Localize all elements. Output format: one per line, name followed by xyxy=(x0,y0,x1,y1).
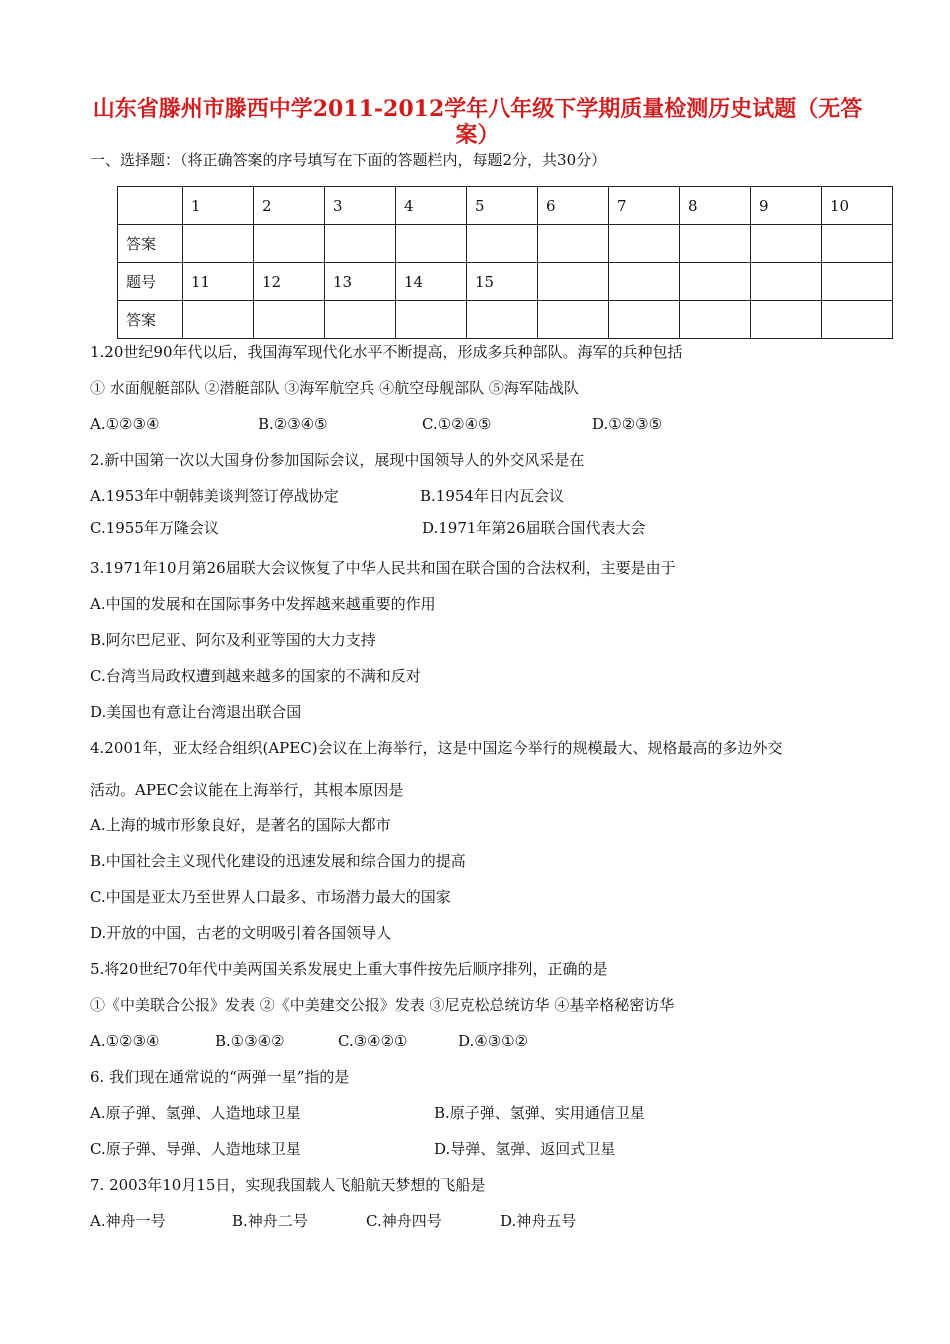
answer-cell[interactable] xyxy=(325,225,396,263)
table-row xyxy=(118,187,893,225)
question-5-option-b: B.①③④② xyxy=(215,1032,285,1050)
question-7-stem: 7. 2003年10月15日，实现我国载人飞船航天梦想的飞船是 xyxy=(90,1176,486,1194)
table-cell: 1 xyxy=(183,187,254,225)
table-row xyxy=(118,225,893,263)
table-cell: 8 xyxy=(680,187,751,225)
question-3-stem: 3.1971年10月第26届联大会议恢复了中华人民共和国在联合国的合法权利，主要是由于 xyxy=(90,559,676,577)
question-5-option-d: D.④③①② xyxy=(458,1032,529,1050)
table-cell xyxy=(680,301,751,339)
answer-cell[interactable] xyxy=(751,225,822,263)
table-cell xyxy=(538,301,609,339)
table-cell: 15 xyxy=(467,263,538,301)
question-1-option-d: D.①②③⑤ xyxy=(592,415,663,433)
table-cell xyxy=(118,187,183,225)
question-1-option-a: A.①②③④ xyxy=(90,415,160,433)
table-cell xyxy=(538,263,609,301)
answer-cell[interactable] xyxy=(538,225,609,263)
table-row xyxy=(118,301,893,339)
question-7-option-b: B.神舟二号 xyxy=(232,1212,308,1230)
question-1-option-c: C.①②④⑤ xyxy=(422,415,492,433)
table-cell: 12 xyxy=(254,263,325,301)
answer-cell[interactable] xyxy=(680,225,751,263)
table-cell: 2 xyxy=(254,187,325,225)
question-1-stem: 1.20世纪90年代以后，我国海军现代化水平不断提高，形成多兵种部队。海军的兵种包括 xyxy=(90,343,683,361)
question-4-stem-continued: 活动。APEC会议能在上海举行，其根本原因是 xyxy=(90,781,404,799)
question-6-option-b: B.原子弹、氢弹、实用通信卫星 xyxy=(434,1104,645,1122)
question-5-option-a: A.①②③④ xyxy=(90,1032,160,1050)
answer-cell[interactable] xyxy=(467,225,538,263)
table-cell: 5 xyxy=(467,187,538,225)
question-2-option-d: D.1971年第26届联合国代表大会 xyxy=(422,519,646,537)
page-title: 山东省滕州市滕西中学2011-2012学年八年级下学期质量检测历史试题（无答案） xyxy=(92,96,863,148)
table-row xyxy=(118,263,893,301)
answer-cell[interactable] xyxy=(254,301,325,339)
table-cell: 10 xyxy=(822,187,893,225)
question-2-stem: 2.新中国第一次以大国身份参加国际会议，展现中国领导人的外交风采是在 xyxy=(90,451,585,469)
answer-cell[interactable] xyxy=(396,301,467,339)
question-6-stem: 6. 我们现在通常说的“两弹一星”指的是 xyxy=(90,1068,350,1086)
question-4-option-d: D.开放的中国，古老的文明吸引着各国领导人 xyxy=(90,924,392,942)
table-cell xyxy=(609,263,680,301)
question-4-option-a: A.上海的城市形象良好，是著名的国际大都市 xyxy=(90,816,391,834)
table-cell: 13 xyxy=(325,263,396,301)
table-cell: 4 xyxy=(396,187,467,225)
question-6-option-c: C.原子弹、导弹、人造地球卫星 xyxy=(90,1140,301,1158)
question-3-option-c: C.台湾当局政权遭到越来越多的国家的不满和反对 xyxy=(90,667,421,685)
question-6-option-a: A.原子弹、氢弹、人造地球卫星 xyxy=(90,1104,301,1122)
answer-cell[interactable] xyxy=(254,225,325,263)
table-cell: 答案 xyxy=(118,225,183,263)
table-cell: 6 xyxy=(538,187,609,225)
question-6-option-d: D.导弹、氢弹、返回式卫星 xyxy=(434,1140,616,1158)
table-cell xyxy=(822,263,893,301)
answer-table xyxy=(117,186,893,339)
table-cell xyxy=(609,301,680,339)
question-4-stem: 4.2001年，亚太经合组织(APEC)会议在上海举行，这是中国迄今举行的规模最大、规格最高的多边外交 xyxy=(90,739,783,757)
question-5-stem: 5.将20世纪70年代中美两国关系发展史上重大事件按先后顺序排列，正确的是 xyxy=(90,960,608,978)
table-cell: 11 xyxy=(183,263,254,301)
question-3-option-d: D.美国也有意让台湾退出联合国 xyxy=(90,703,302,721)
question-4-option-c: C.中国是亚太乃至世界人口最多、市场潜力最大的国家 xyxy=(90,888,451,906)
answer-cell[interactable] xyxy=(396,225,467,263)
table-cell: 3 xyxy=(325,187,396,225)
question-3-option-b: B.阿尔巴尼亚、阿尔及利亚等国的大力支持 xyxy=(90,631,376,649)
question-5-option-c: C.③④②① xyxy=(338,1032,408,1050)
table-cell: 7 xyxy=(609,187,680,225)
table-cell: 题号 xyxy=(118,263,183,301)
table-cell xyxy=(680,263,751,301)
question-4-option-b: B.中国社会主义现代化建设的迅速发展和综合国力的提高 xyxy=(90,852,466,870)
answer-cell[interactable] xyxy=(325,301,396,339)
answer-cell[interactable] xyxy=(609,225,680,263)
question-7-option-c: C.神舟四号 xyxy=(366,1212,442,1230)
question-2-option-b: B.1954年日内瓦会议 xyxy=(420,487,564,505)
answer-cell[interactable] xyxy=(467,301,538,339)
table-cell xyxy=(751,301,822,339)
table-cell xyxy=(822,301,893,339)
table-cell xyxy=(751,263,822,301)
table-cell: 14 xyxy=(396,263,467,301)
answer-cell[interactable] xyxy=(183,301,254,339)
question-1-option-b: B.②③④⑤ xyxy=(258,415,328,433)
question-3-option-a: A.中国的发展和在国际事务中发挥越来越重要的作用 xyxy=(90,595,436,613)
question-5-items: ①《中美联合公报》发表 ②《中美建交公报》发表 ③尼克松总统访华 ④基辛格秘密访华 xyxy=(90,996,675,1014)
table-cell: 答案 xyxy=(118,301,183,339)
section-heading: 一、选择题：（将正确答案的序号填写在下面的答题栏内，每题2分，共30分） xyxy=(90,151,607,169)
question-7-option-a: A.神舟一号 xyxy=(90,1212,166,1230)
question-1-items: ① 水面舰艇部队 ②潜艇部队 ③海军航空兵 ④航空母舰部队 ⑤海军陆战队 xyxy=(90,379,579,397)
question-7-option-d: D.神舟五号 xyxy=(500,1212,577,1230)
question-2-option-c: C.1955年万隆会议 xyxy=(90,519,219,537)
table-cell: 9 xyxy=(751,187,822,225)
answer-cell[interactable] xyxy=(183,225,254,263)
answer-cell[interactable] xyxy=(822,225,893,263)
question-2-option-a: A.1953年中朝韩美谈判签订停战协定 xyxy=(90,487,339,505)
